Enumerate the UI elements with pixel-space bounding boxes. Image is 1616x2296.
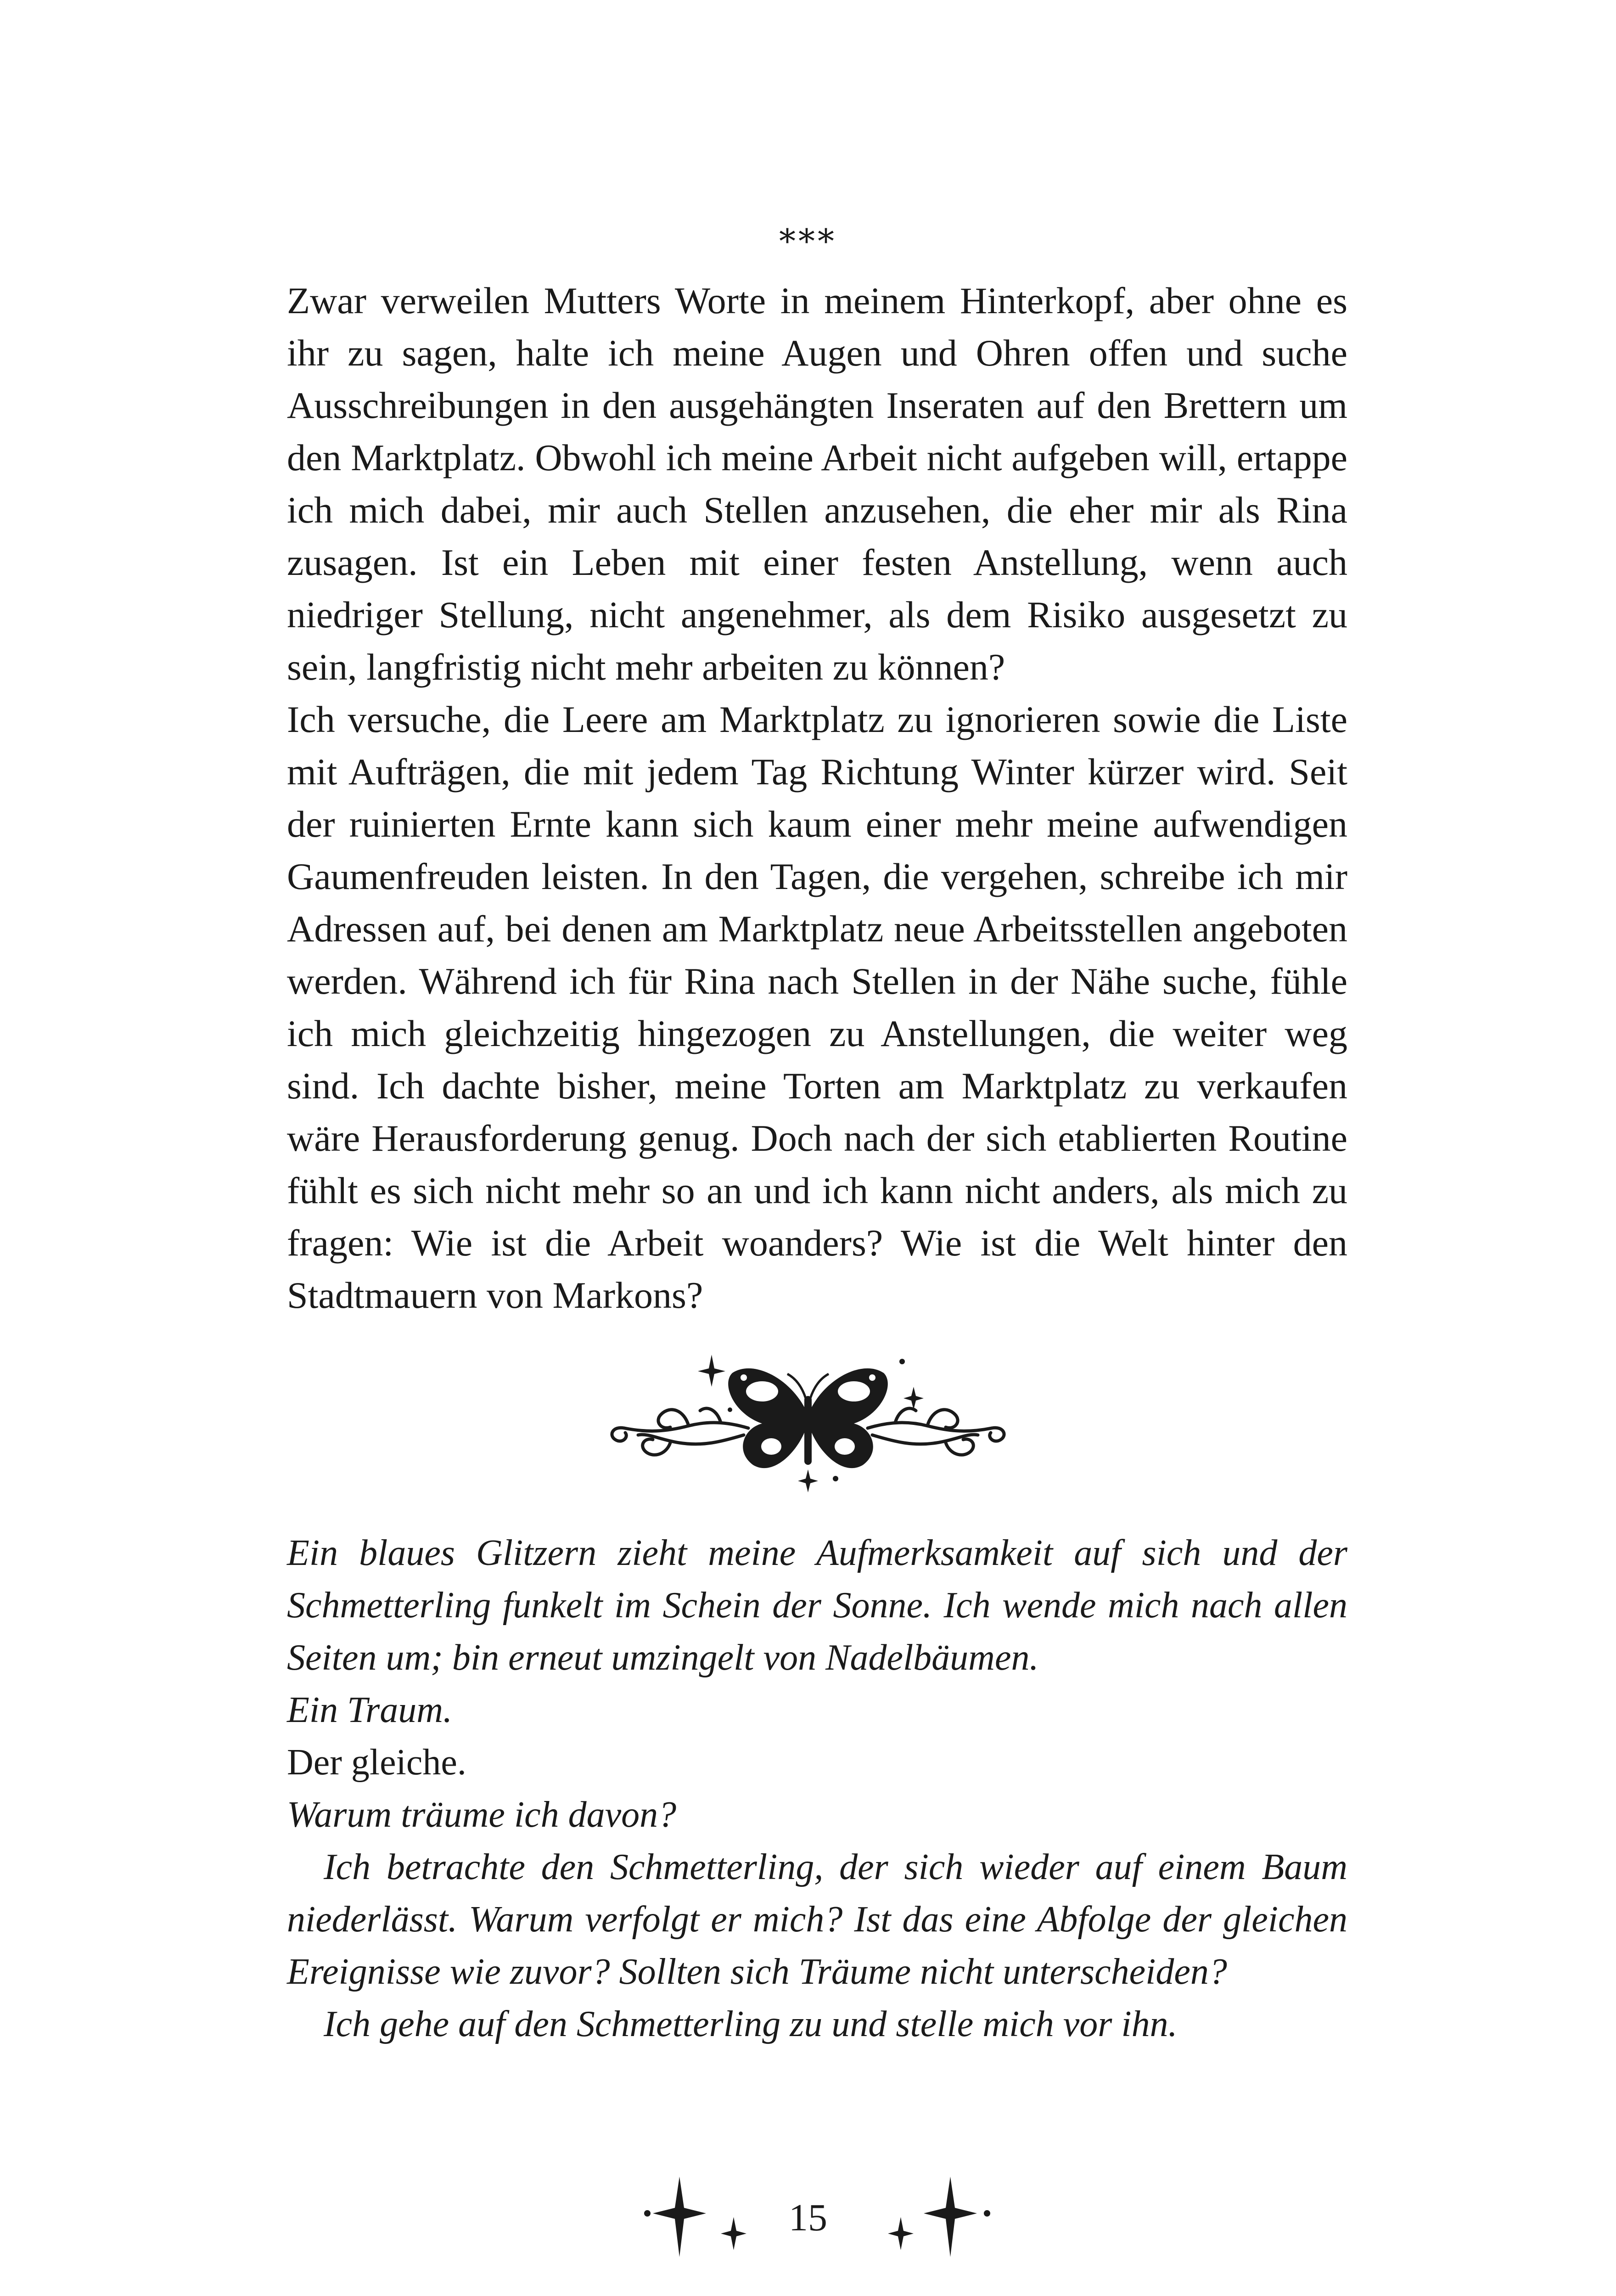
paragraph: Ich gehe auf den Schmetterling zu und stelle mich vor ihn. — [324, 2004, 1178, 2044]
butterfly-flourish-icon — [597, 1341, 1019, 1492]
main-text-block — [287, 275, 1347, 1322]
dream-text-block — [287, 1527, 1347, 2050]
paragraph: Ein Traum. — [287, 1690, 453, 1730]
paragraph: Der gleiche. — [287, 1742, 466, 1783]
paragraph: Ich betrachte den Schmetterling, der sich wieder auf einem Baum niederlässt. Warum verfolgt er mich? Ist das eine Abfolge der gleichen Ereignisse wie zuvor? Sollten sich Träume nicht unterscheiden? — [287, 1847, 1347, 1992]
section-separator: *** — [779, 222, 837, 260]
paragraph: Ein blaues Glitzern zieht meine Aufmerksamkeit auf sich und der Schmetterling funkelt im Schein der Sonne. Ich wende mich nach allen Seiten um; bin erneut umzingelt von Nadelbäumen. — [287, 1533, 1347, 1678]
paragraph: Zwar verweilen Mutters Worte in meinem Hinterkopf, aber ohne es ihr zu sagen, halte ich meine Augen und Ohren offen und suche Ausschreibungen in den ausgehängten Inseraten auf den Brettern um den Marktplatz. Obwohl ich meine Arbeit nicht aufgeben will, ertappe ich mich dabei, mir auch Stellen anzusehen, die eher mir als Rina zusagen. Ist ein Leben mit einer festen Anstellung, wenn auch niedriger Stellung, nicht angenehmer, als dem Risiko ausgesetzt zu sein, langfristig nicht mehr arbeiten zu können? — [287, 280, 1347, 688]
page-number: 15 — [789, 2196, 827, 2239]
paragraph: Ich versuche, die Leere am Marktplatz zu ignorieren sowie die Liste mit Aufträgen, die mit jedem Tag Richtung Winter kürzer wird. Seit der ruinierten Ernte kann sich kaum einer mehr meine aufwendigen Gaumenfreuden leisten. In den Tagen, die vergehen, schreibe ich mir Adressen auf, bei denen am Marktplatz neue Arbeitsstellen angeboten werden. Während ich für Rina nach Stellen in der Nähe suche, fühle ich mich gleichzeitig hingezogen zu Anstellungen, die weiter weg sind. Ich dachte bisher, meine Torten am Marktplatz zu verkaufen wäre Herausforderung genug. Doch nach der sich etablierten Routine fühlt es sich nicht mehr so an und ich kann nicht anders, als mich zu fragen: Wie ist die Arbeit woanders? Wie ist die Welt hinter den Stadtmauern von Markons? — [287, 698, 1347, 1316]
paragraph: Warum träume ich davon? — [287, 1795, 677, 1835]
